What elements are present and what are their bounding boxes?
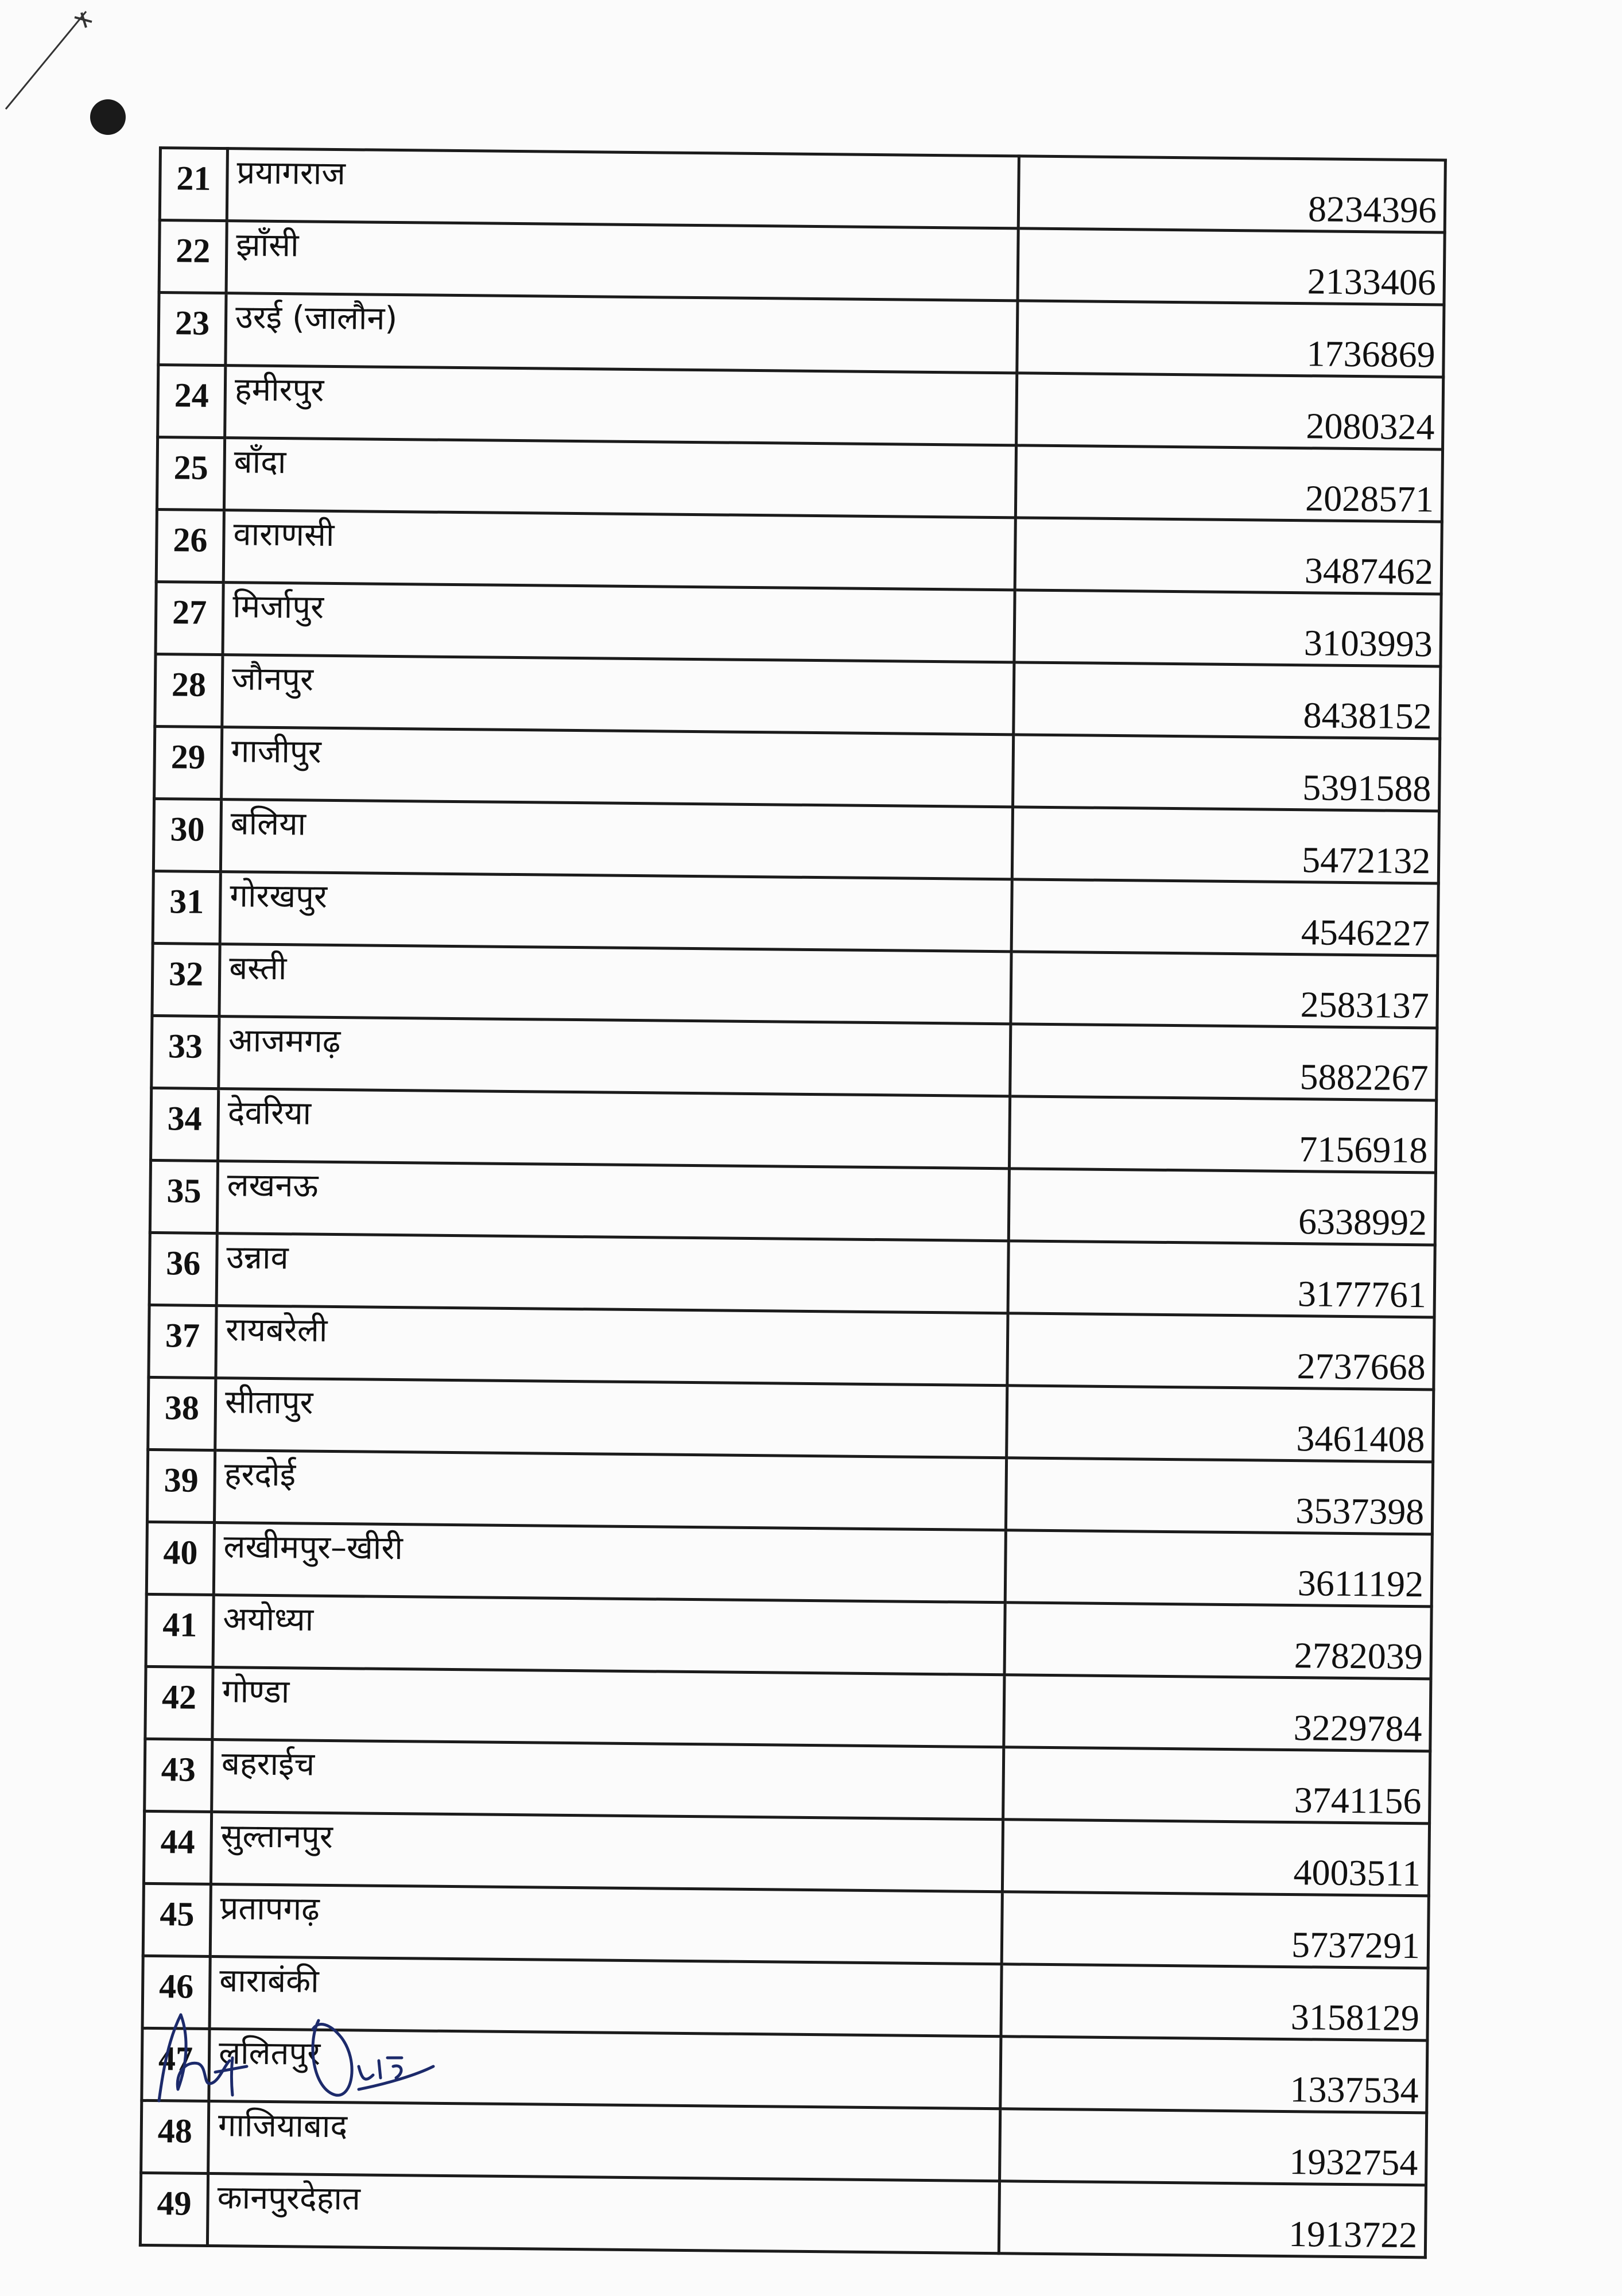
value-cell: 3461408 [1007,1386,1434,1462]
table-row [141,2100,1427,2185]
district-name-cell: सीतापुर [215,1378,1007,1458]
district-name-cell: हमीरपुर [225,366,1017,445]
district-name-cell: जौनपुर [222,655,1014,735]
serial-number-cell: 49 [140,2173,208,2245]
table-row [151,1088,1437,1172]
district-name-cell: उरई (जालौन) [226,293,1018,373]
serial-number-cell: 23 [158,293,226,366]
value-cell: 3177761 [1008,1241,1435,1317]
serial-number-cell: 40 [146,1522,214,1595]
serial-number-cell: 37 [149,1305,216,1378]
value-cell: 6338992 [1008,1169,1435,1245]
table-row [160,148,1445,232]
table-row [152,1015,1437,1100]
district-name-cell: कानपुरदेहात [207,2173,999,2253]
district-name-cell: प्रयागराज [227,149,1019,228]
table-row [159,220,1445,305]
serial-number-cell: 43 [145,1739,212,1812]
table-row [153,871,1438,955]
table-row [149,1232,1435,1317]
serial-number-cell: 32 [152,943,220,1016]
district-name-cell: गाजीपुर [222,727,1014,807]
serial-number-cell: 24 [158,365,226,438]
district-name-cell: रायबरेली [216,1306,1008,1386]
table-row [140,2173,1426,2257]
value-cell: 5472132 [1012,807,1439,883]
table-row [156,581,1441,666]
serial-number-cell: 25 [157,437,224,510]
district-name-cell: बलिया [220,800,1012,879]
value-cell: 1913722 [999,2181,1426,2258]
serial-number-cell: 26 [156,509,224,582]
district-name-cell: बाँदा [224,438,1016,518]
district-name-cell: प्रतापगढ़ [210,1884,1002,1964]
value-cell: 2583137 [1011,952,1438,1028]
value-cell: 3229784 [1004,1675,1431,1751]
serial-number-cell: 30 [153,798,221,871]
district-name-cell: मिर्जापुर [223,583,1015,662]
table-body [140,148,1445,2258]
table-row [152,943,1438,1027]
district-name-cell: अयोध्या [213,1595,1005,1675]
table-row [149,1305,1434,1389]
value-cell: 3741156 [1003,1747,1430,1824]
value-cell: 4546227 [1011,879,1438,956]
table-row [148,1377,1434,1461]
serial-number-cell: 28 [155,654,223,727]
value-cell: 1932754 [1000,2109,1427,2185]
table-row [155,654,1441,738]
district-name-cell: उन्नाव [216,1234,1008,1313]
district-name-cell: गोण्डा [212,1667,1004,1747]
serial-number-cell: 48 [141,2100,209,2173]
district-name-cell: लखीमपुर–खीरी [214,1523,1006,1603]
value-cell: 1337534 [1000,2037,1427,2113]
serial-number-cell: 42 [145,1666,213,1739]
serial-number-cell: 45 [143,1883,211,1956]
serial-number-cell: 38 [148,1377,216,1450]
district-name-cell: हरदोई [214,1450,1006,1530]
district-name-cell: बस्ती [219,944,1011,1024]
table-row [150,1160,1435,1244]
value-cell: 4003511 [1002,1820,1429,1896]
value-cell: 3158129 [1001,1964,1428,2041]
district-name-cell: बाराबंकी [209,1957,1002,2037]
serial-number-cell: 22 [159,220,227,293]
table-row [158,365,1443,449]
value-cell: 8438152 [1014,662,1441,739]
corner-scratch-mark [0,0,98,115]
value-cell: 5737291 [1002,1892,1429,1968]
table-row [145,1666,1431,1751]
serial-number-cell: 47 [142,2028,209,2101]
serial-number-cell: 27 [156,581,223,654]
district-name-cell: देवरिया [218,1089,1010,1169]
serial-number-cell: 35 [150,1160,218,1233]
serial-number-cell: 46 [142,1956,210,2029]
value-cell: 3537398 [1006,1458,1433,1534]
district-name-cell: गोरखपुर [220,872,1012,952]
value-cell: 2737668 [1007,1313,1434,1390]
serial-number-cell: 21 [160,148,227,221]
district-name-cell: लखनऊ [217,1161,1009,1241]
value-cell: 3103993 [1014,590,1441,666]
serial-number-cell: 44 [143,1811,211,1884]
value-cell: 5391588 [1013,735,1440,811]
serial-number-cell: 31 [153,871,220,944]
table-row [158,293,1444,377]
serial-number-cell: 34 [151,1088,219,1161]
table-row [157,437,1442,522]
value-cell: 1736869 [1017,301,1444,377]
district-name-cell: बहराईच [212,1740,1004,1820]
table-row [153,798,1439,883]
value-cell: 2028571 [1015,445,1442,522]
serial-number-cell: 33 [152,1015,219,1088]
district-name-cell: सुल्तानपुर [211,1812,1003,1892]
table-row [143,1811,1429,1895]
table-row [154,726,1440,810]
district-data-table [139,146,1447,2259]
signature-1 [159,2015,247,2101]
district-name-cell: गाजियाबाद [208,2101,1000,2181]
district-name-cell: झाँसी [226,221,1018,301]
table-row [146,1594,1431,1678]
table-row [147,1449,1433,1534]
serial-number-cell: 41 [146,1594,214,1667]
district-name-cell: आजमगढ़ [219,1017,1011,1096]
signature-2 [313,2020,433,2095]
punch-hole-mark [90,99,126,135]
serial-number-cell: 36 [149,1232,217,1305]
value-cell: 7156918 [1009,1096,1436,1173]
value-cell: 2080324 [1016,373,1443,449]
value-cell: 2133406 [1018,228,1445,305]
serial-number-cell: 39 [147,1449,215,1522]
serial-number-cell: 29 [154,726,222,799]
value-cell: 8234396 [1018,156,1445,232]
table-row [146,1522,1432,1606]
value-cell: 5882267 [1010,1024,1437,1100]
district-name-cell: वाराणसी [223,510,1015,590]
table-row [145,1739,1430,1823]
table-row [156,509,1442,594]
value-cell: 3487462 [1015,518,1442,594]
district-name-cell: ललितपुर [209,2029,1001,2108]
value-cell: 3611192 [1005,1530,1432,1607]
handwritten-signatures [146,2003,445,2112]
value-cell: 2782039 [1004,1603,1431,1679]
table-row [143,1883,1429,1968]
